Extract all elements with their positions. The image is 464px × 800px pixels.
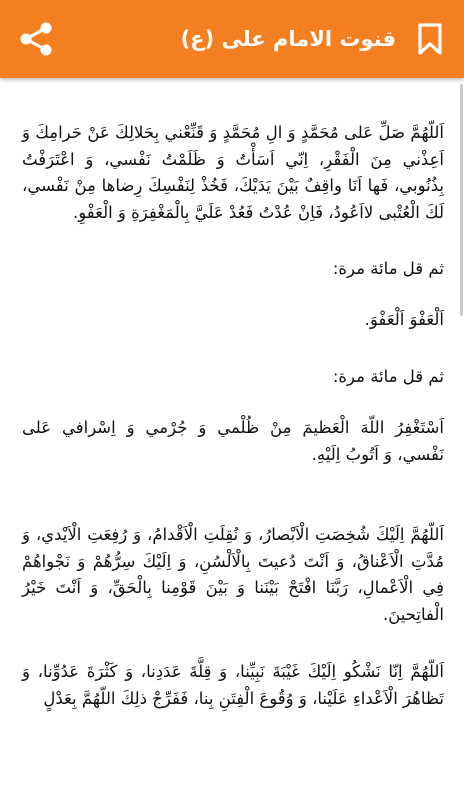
- paragraph-3: اَسْتَغْفِرُ اللّهَ الْعَظيمَ مِنْ ظُلْمي وَ جُرْمي وَ اِسْرافي عَلى نَفْسي، وَ اَتُوبُ اِلَيْهِ.: [22, 418, 444, 464]
- paragraph-1: اَللّهُمَّ صَلِّ عَلى مُحَمَّدٍ وَ الِ مُحَمَّدٍ وَ قَنِّعْني بِحَلالِكَ عَنْ حَرامِكَ وَ اَعِذْني مِنَ الْفَقْرِ، اِنّي اَسَأْتُ وَ ظَلَمْتُ نَفْسي، وَ اعْتَرَفْتُ بِذُنُوبي، فَها اَنَا واقِفٌ بَيْنَ يَدَيْكَ، فَخُذْ لِنَفْسِكَ رِضاها مِنْ نَفْسي، لَكَ الْعُتْبى لااَعُودُ، فَاِنْ عُدْتُ فَعُدْ عَلَيَّ بِالْمَغْفِرَةِ وَ الْعَفْوِ.: [22, 123, 444, 222]
- bookmark-icon: [417, 22, 443, 56]
- app-bar: [0, 0, 464, 78]
- instruction-2: ثم قل مائة مرة:: [332, 367, 444, 386]
- scrollbar[interactable]: [460, 84, 463, 316]
- share-button[interactable]: [14, 17, 58, 61]
- paragraph-2: اَلْعَفْوَ اَلْعَفْوَ.: [364, 310, 444, 329]
- paragraph-5: اَللّهُمَّ اِنّا نَشْكُو اِلَيْكَ غَيْبَةَ نَبِيِّنا، وَ قِلَّةَ عَدَدِنا، وَ كَثْرَةَ عَدُوِّنا، وَ تَظاهُرَ الْاَعْداءِ عَلَيْنا، وَ وُقُوعَ الْفِتَنِ بِنا، فَفَرِّجْ ذلِكَ اللّهُمَّ بِعَدْلٍ: [22, 662, 444, 708]
- prayer-content: [0, 78, 464, 800]
- page-title: قنوت الامام على (ع): [180, 27, 396, 51]
- bookmark-button[interactable]: [410, 17, 450, 61]
- instruction-1: ثم قل مائة مرة:: [332, 259, 444, 278]
- share-icon: [18, 21, 54, 57]
- paragraph-4: اَللّهُمَّ اِلَيْكَ شُخِصَتِ الْاَبْصارُ، وَ نُقِلَتِ الْاَقْدامُ، وَ رُفِعَتِ الْاَيْدي، وَ مُدَّتِ الْاَعْناقُ، وَ اَنْتَ دُعيتَ بِالْاَلْسُنِ، وَ اِلَيْكَ سِرُّهُمْ وَ نَجْواهُمْ فِي الْاَعْمالِ، رَبَّنَا افْتَحْ بَيْنَنا وَ بَيْنَ قَوْمِنا بِالْحَقِّ، وَ اَنْتَ خَيْرُ الْفاتِحينَ.: [22, 525, 444, 624]
